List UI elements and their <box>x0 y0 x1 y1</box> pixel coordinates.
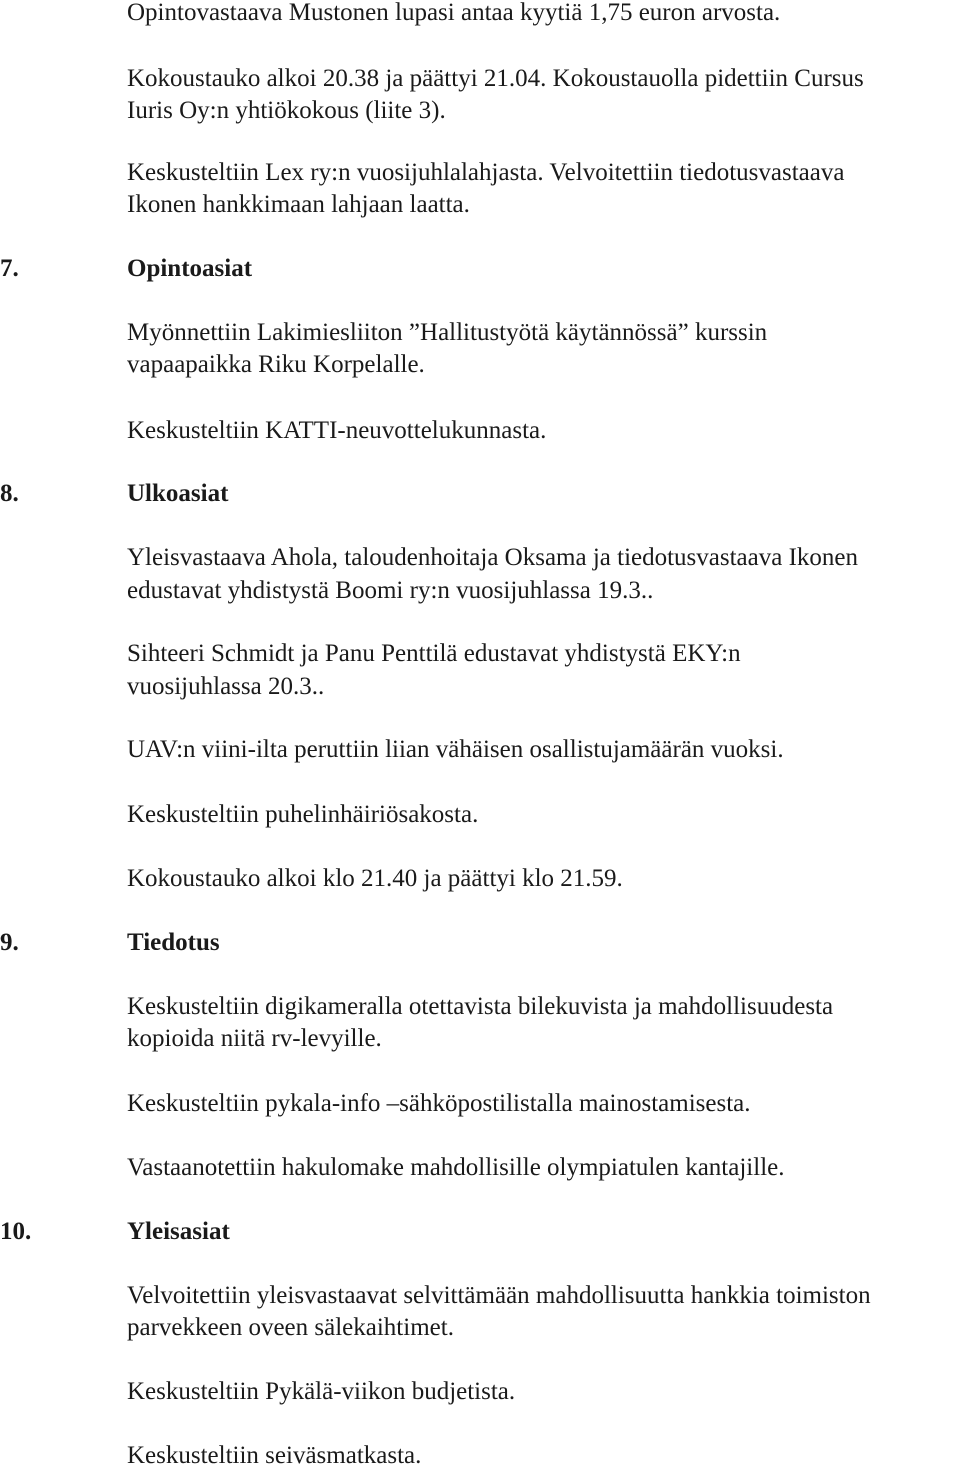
section-number: 7. <box>0 255 19 282</box>
section-title: Ulkoasiat <box>127 480 229 507</box>
text-line: vuosijuhlassa 20.3.. <box>127 673 325 700</box>
text-line: Kokoustauko alkoi 20.38 ja päättyi 21.04. Kokoustauolla pidettiin Cursus <box>127 65 864 92</box>
text-line: kopioida niitä rv-levyille. <box>127 1025 382 1052</box>
section-number: 10. <box>0 1218 32 1245</box>
text-line: Keskusteltiin KATTI-neuvottelukunnasta. <box>127 417 547 444</box>
text-line: Sihteeri Schmidt ja Panu Penttilä edustavat yhdistystä EKY:n <box>127 640 741 667</box>
text-line: Opintovastaava Mustonen lupasi antaa kyytiä 1,75 euron arvosta. <box>127 0 781 26</box>
text-line: Myönnettiin Lakimiesliiton ”Hallitustyötä käytännössä” kurssin <box>127 319 768 346</box>
text-line: Keskusteltiin puhelinhäiriösakosta. <box>127 801 479 828</box>
text-line: Yleisvastaava Ahola, taloudenhoitaja Oksama ja tiedotusvastaava Ikonen <box>127 544 859 571</box>
section-number: 8. <box>0 480 19 507</box>
section-title: Yleisasiat <box>127 1218 230 1245</box>
section-number: 9. <box>0 929 19 956</box>
text-line: Keskusteltiin digikameralla otettavista bilekuvista ja mahdollisuudesta <box>127 993 834 1020</box>
text-line: Keskusteltiin Pykälä-viikon budjetista. <box>127 1378 516 1405</box>
text-line: Iuris Oy:n yhtiökokous (liite 3). <box>127 97 446 124</box>
text-line: Vastaanotettiin hakulomake mahdollisille olympiatulen kantajille. <box>127 1154 785 1181</box>
text-line: UAV:n viini-ilta peruttiin liian vähäisen osallistujamäärän vuoksi. <box>127 736 784 763</box>
text-line: Kokoustauko alkoi klo 21.40 ja päättyi klo 21.59. <box>127 865 623 892</box>
section-title: Tiedotus <box>127 929 220 956</box>
text-line: Keskusteltiin Lex ry:n vuosijuhlalahjasta. Velvoitettiin tiedotusvastaava <box>127 159 845 186</box>
section-title: Opintoasiat <box>127 255 253 282</box>
text-line: Keskusteltiin seiväsmatkasta. <box>127 1442 422 1469</box>
text-line: vapaapaikka Riku Korpelalle. <box>127 351 425 378</box>
text-line: edustavat yhdistystä Boomi ry:n vuosijuhlassa 19.3.. <box>127 577 654 604</box>
text-line: Velvoitettiin yleisvastaavat selvittämään mahdollisuutta hankkia toimiston <box>127 1282 871 1309</box>
text-line: Keskusteltiin pykala-info –sähköpostilistalla mainostamisesta. <box>127 1090 751 1117</box>
text-line: parvekkeen oveen sälekaihtimet. <box>127 1314 454 1341</box>
text-line: Ikonen hankkimaan lahjaan laatta. <box>127 191 470 218</box>
